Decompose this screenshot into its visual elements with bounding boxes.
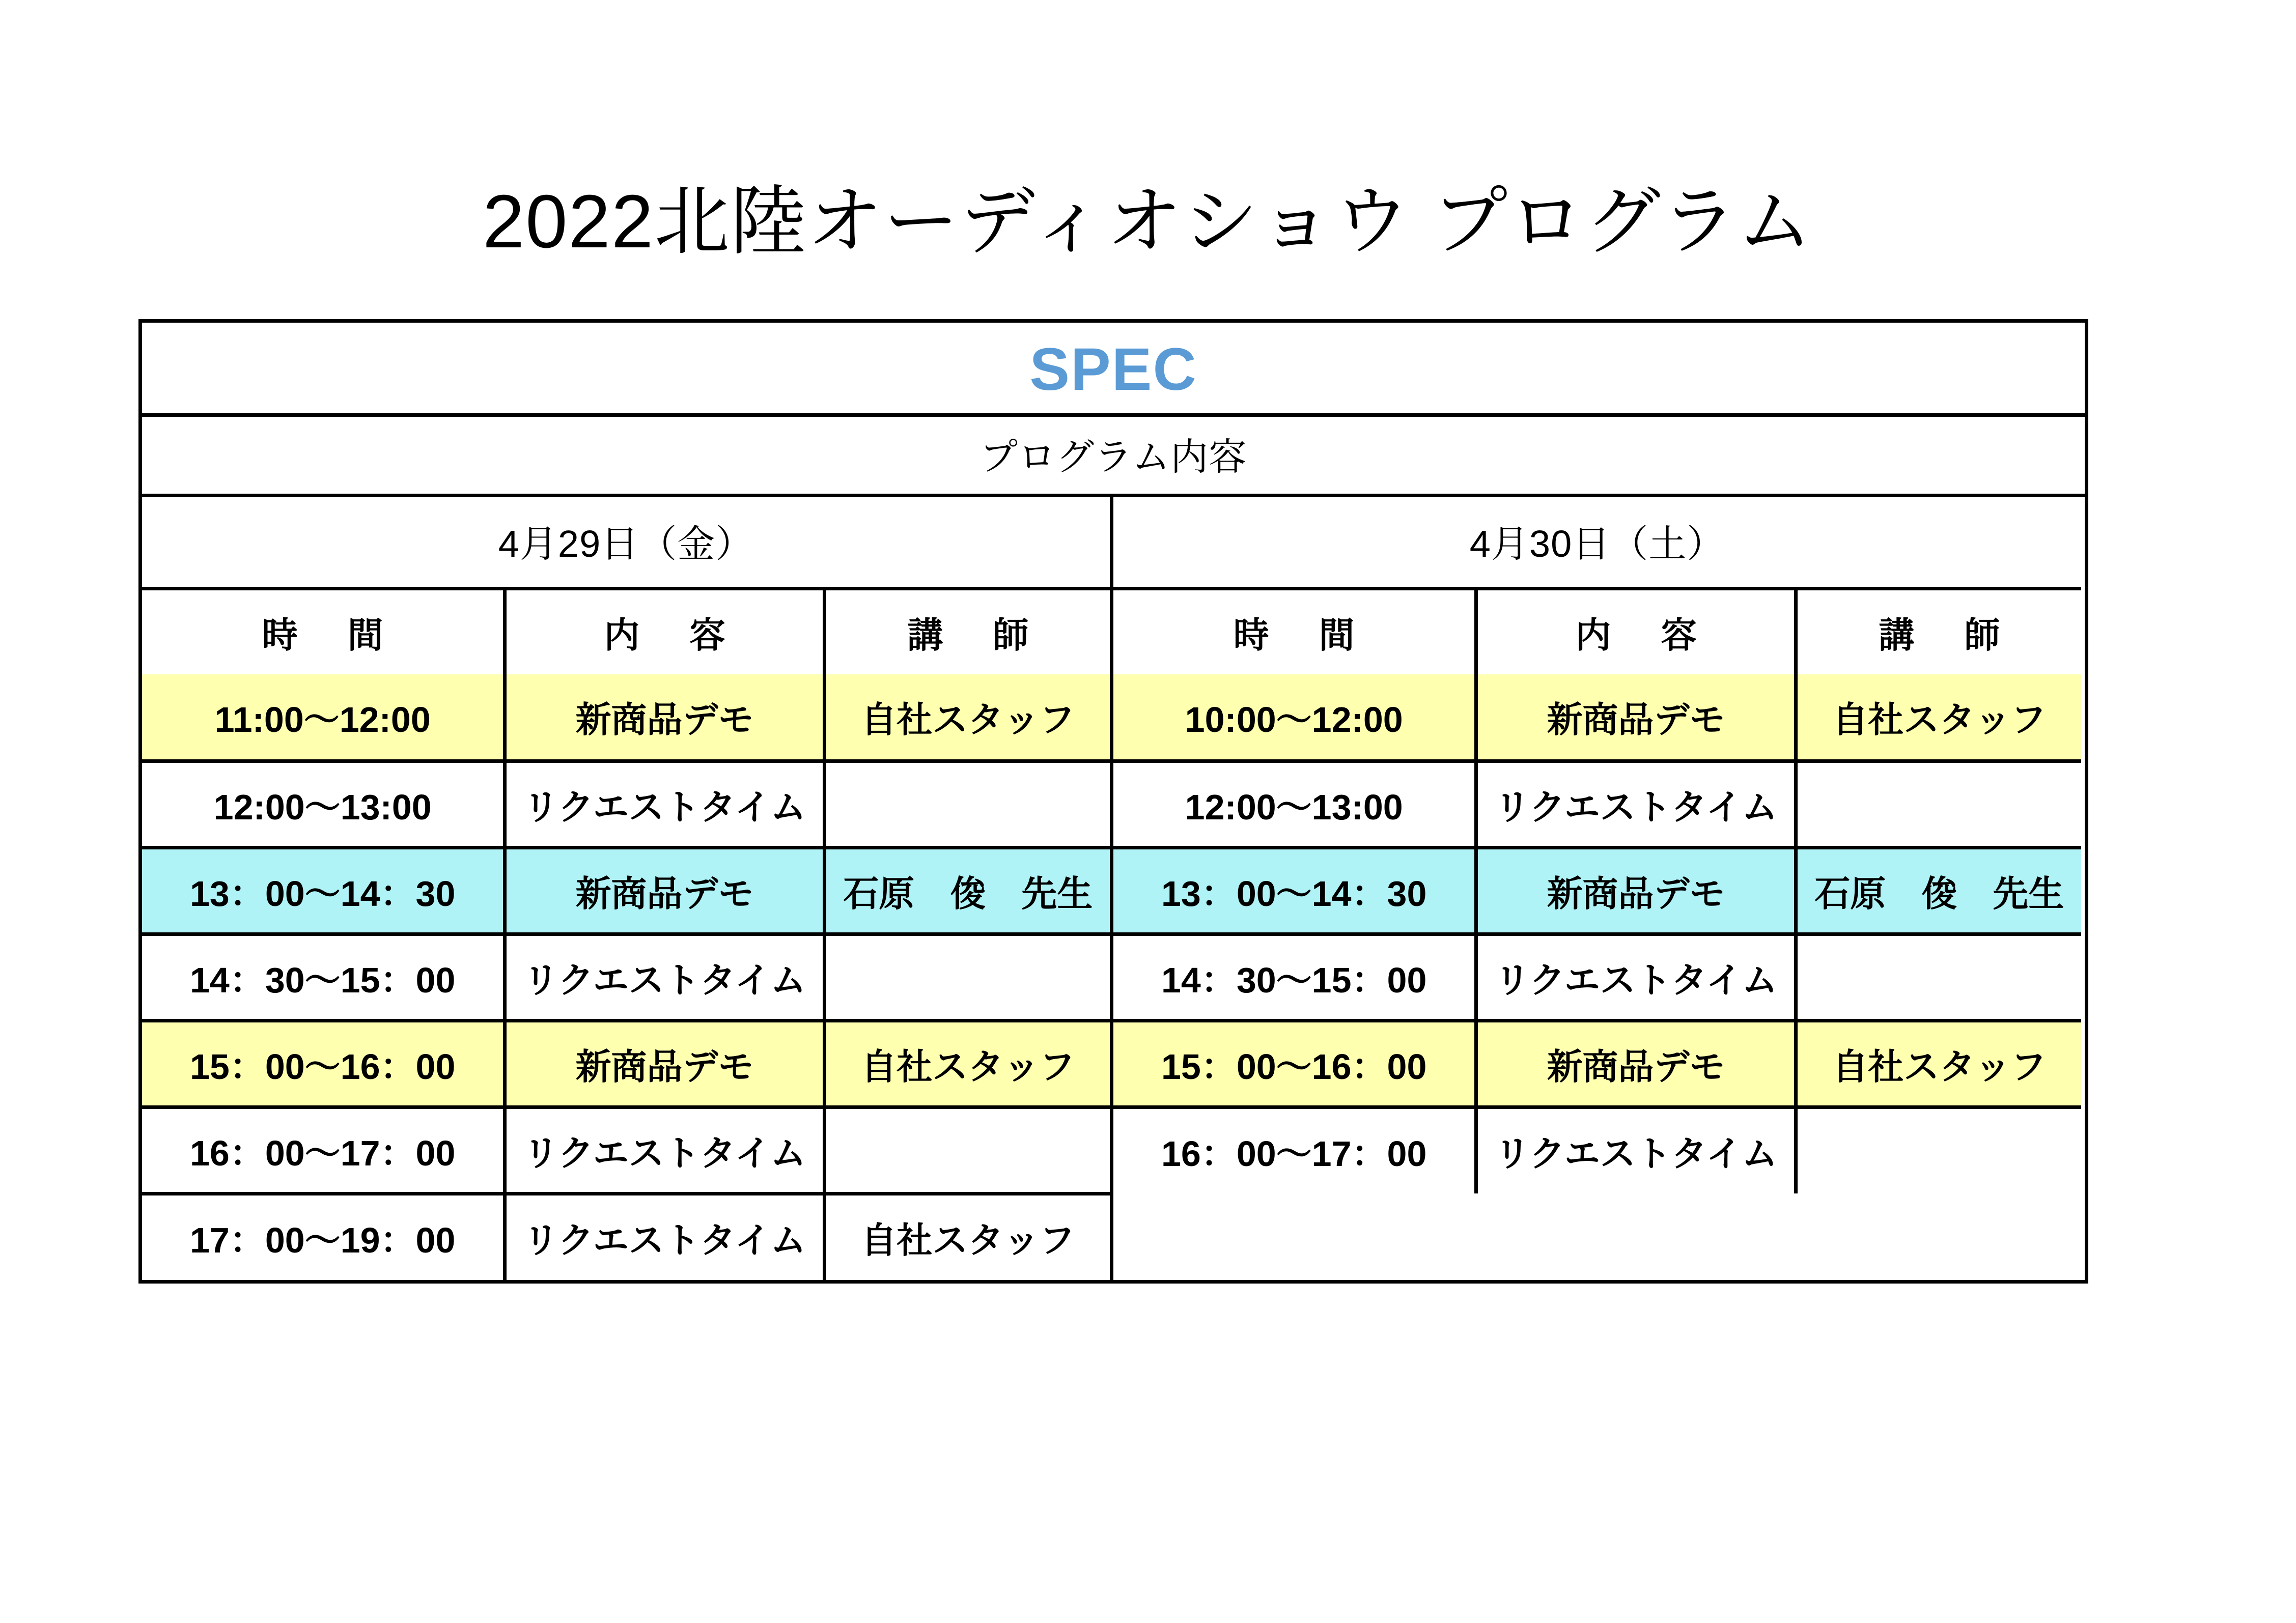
day-panel-0 xyxy=(142,497,1113,1280)
cell-content: 新商品デモ xyxy=(505,847,824,934)
table-row xyxy=(1113,1020,2081,1107)
cell-content: 新商品デモ xyxy=(1476,674,1796,761)
column-header-lecturer: 講 師 xyxy=(1796,590,2081,674)
table-row xyxy=(1113,934,2081,1020)
cell-time: 14：30〜15：00 xyxy=(142,934,505,1020)
table-row xyxy=(1113,1107,2081,1193)
cell-time: 16：00〜17：00 xyxy=(142,1107,505,1193)
cell-lecturer xyxy=(1796,934,2081,1020)
table-row xyxy=(1113,674,2081,761)
cell-lecturer xyxy=(824,761,1110,847)
table-row xyxy=(1113,761,2081,847)
column-header-content: 内 容 xyxy=(505,590,824,674)
cell-lecturer: 自社スタッフ xyxy=(1796,674,2081,761)
cell-content: リクエストタイム xyxy=(505,1193,824,1280)
day-panel-1 xyxy=(1110,497,2081,1193)
schedule-body-1 xyxy=(1113,674,2081,1193)
cell-lecturer: 石原 俊 先生 xyxy=(1796,847,2081,934)
cell-lecturer: 自社スタッフ xyxy=(1796,1020,2081,1107)
section-label: プログラム内容 xyxy=(142,417,2085,497)
day-date-0: 4月29日（金） xyxy=(142,497,1110,590)
column-header-content: 内 容 xyxy=(1476,590,1796,674)
cell-content: リクエストタイム xyxy=(505,934,824,1020)
cell-content: リクエストタイム xyxy=(505,761,824,847)
cell-time: 17：00〜19：00 xyxy=(142,1193,505,1280)
cell-content: リクエストタイム xyxy=(1476,934,1796,1020)
cell-time: 15：00〜16：00 xyxy=(142,1020,505,1107)
column-header-time: 時 間 xyxy=(1113,590,1476,674)
table-row xyxy=(142,674,1110,761)
table-row xyxy=(1113,847,2081,934)
program-table xyxy=(138,319,2088,1284)
column-header-time: 時 間 xyxy=(142,590,505,674)
day-date-1: 4月30日（土） xyxy=(1113,497,2081,590)
schedule-table-1 xyxy=(1113,590,2081,1193)
page-title: 2022北陸オーディオショウ プログラム xyxy=(482,180,1814,264)
cell-time: 12:00〜13:00 xyxy=(142,761,505,847)
table-row xyxy=(142,934,1110,1020)
cell-time: 14：30〜15：00 xyxy=(1113,934,1476,1020)
cell-time: 13：00〜14：30 xyxy=(142,847,505,934)
table-header-row xyxy=(1113,590,2081,674)
cell-lecturer xyxy=(824,1107,1110,1193)
cell-time: 16：00〜17：00 xyxy=(1113,1107,1476,1193)
schedule-body-0 xyxy=(142,674,1110,1280)
cell-time: 11:00〜12:00 xyxy=(142,674,505,761)
cell-content: 新商品デモ xyxy=(1476,847,1796,934)
table-row xyxy=(142,1107,1110,1193)
cell-time: 13：00〜14：30 xyxy=(1113,847,1476,934)
cell-content: 新商品デモ xyxy=(505,1020,824,1107)
cell-lecturer xyxy=(1796,761,2081,847)
cell-lecturer xyxy=(1796,1107,2081,1193)
table-row xyxy=(142,761,1110,847)
brand-name: SPEC xyxy=(142,323,2085,417)
cell-time: 12:00〜13:00 xyxy=(1113,761,1476,847)
cell-lecturer xyxy=(824,934,1110,1020)
schedule-table-0 xyxy=(142,590,1110,1280)
cell-content: 新商品デモ xyxy=(505,674,824,761)
cell-time: 10:00〜12:00 xyxy=(1113,674,1476,761)
cell-content: 新商品デモ xyxy=(1476,1020,1796,1107)
table-row xyxy=(142,1193,1110,1280)
table-row xyxy=(142,847,1110,934)
cell-content: リクエストタイム xyxy=(1476,761,1796,847)
table-header-row xyxy=(142,590,1110,674)
cell-content: リクエストタイム xyxy=(505,1107,824,1193)
day-panels xyxy=(142,497,2085,1280)
cell-lecturer: 自社スタッフ xyxy=(824,674,1110,761)
cell-lecturer: 石原 俊 先生 xyxy=(824,847,1110,934)
column-header-lecturer: 講 師 xyxy=(824,590,1110,674)
cell-time: 15：00〜16：00 xyxy=(1113,1020,1476,1107)
table-row xyxy=(142,1020,1110,1107)
cell-lecturer: 自社スタッフ xyxy=(824,1193,1110,1280)
cell-content: リクエストタイム xyxy=(1476,1107,1796,1193)
cell-lecturer: 自社スタッフ xyxy=(824,1020,1110,1107)
